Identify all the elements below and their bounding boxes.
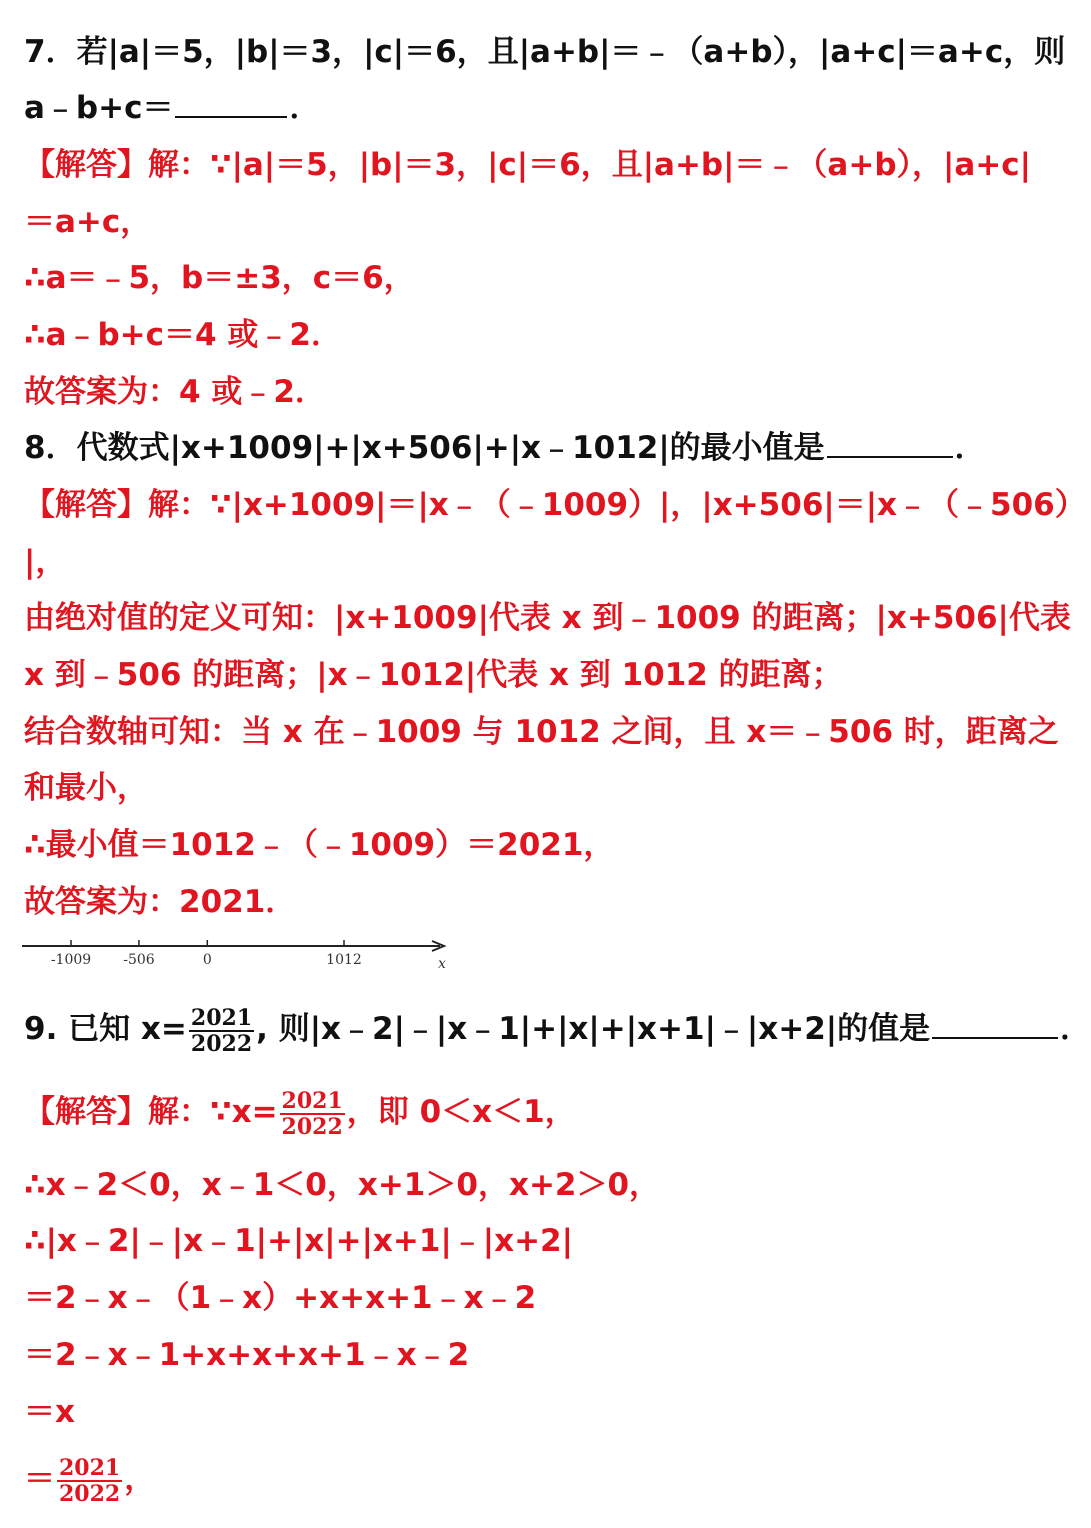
a9-final-fraction (57, 1456, 122, 1506)
a9-line7 (24, 1452, 1060, 1506)
number-line-axis-label: x (438, 956, 446, 972)
a7-line4: ∴a﹣b+c＝4 或﹣2． (24, 317, 342, 353)
q9-end: ． (1060, 1011, 1091, 1047)
q7-line2 (24, 88, 1060, 128)
number-line-diagram (20, 934, 460, 974)
a9-line7-prefix: ＝ (24, 1461, 55, 1497)
q9-line1 (24, 1002, 1091, 1057)
a9-final-den: 2022 (59, 1480, 121, 1507)
a8-line6: 和最小， (24, 770, 148, 806)
a9-line1-prefix: 解：∵x= (148, 1094, 278, 1130)
a9-frac-den: 2022 (281, 1113, 343, 1140)
a8-line2: |， (24, 544, 67, 580)
a9-fraction (280, 1089, 345, 1139)
a8-line1 (24, 485, 1086, 525)
a9-line4: ＝2﹣x﹣（1﹣x）+x+x+1﹣x﹣2 (24, 1280, 537, 1316)
a8-line5: 结合数轴可知：当 x 在﹣1009 与 1012 之间，且 x＝﹣506 时，距离之 (24, 714, 1059, 750)
answer-blank-q7 (175, 90, 287, 118)
number-line-tick-label: -506 (123, 952, 155, 968)
q9-fraction (189, 1006, 254, 1056)
a9-line5: ＝2﹣x﹣1+x+x+x+1﹣x﹣2 (24, 1337, 470, 1373)
a7-line1 (24, 145, 1060, 185)
a9-frac-num: 2021 (281, 1087, 343, 1114)
q9-frac-num: 2021 (190, 1004, 253, 1031)
a9-line1 (24, 1085, 1060, 1139)
number-line-tick-label: 0 (202, 952, 212, 968)
q8-end: ． (954, 430, 986, 466)
answer-blank-q9 (932, 1011, 1058, 1039)
a9-line7-suffix: ， (124, 1461, 156, 1497)
q7-line2-text: a﹣b+c＝ (24, 90, 174, 126)
a9-line2: ∴x﹣2＜0，x﹣1＜0，x+1＞0，x+2＞0， (24, 1167, 661, 1203)
q8-line1 (24, 428, 1060, 468)
q9-frac-den: 2022 (190, 1030, 253, 1057)
number-line-tick-label: -1009 (50, 952, 92, 968)
number-line-tick-label: 1012 (326, 952, 362, 968)
a8-line8: 故答案为：2021． (24, 884, 297, 920)
answer-tag: 【解答】 (24, 487, 148, 523)
a7-line3: ∴a＝﹣5，b＝±3，c＝6， (24, 260, 415, 296)
q9-prefix: 9. 已知 x= (24, 1011, 187, 1047)
a7-line5: 故答案为：4 或﹣2． (24, 374, 326, 410)
a8-line1-text: 解：∵|x+1009|＝|x﹣（﹣1009）|，|x+506|＝|x﹣（﹣506） (148, 487, 1086, 523)
answer-tag: 【解答】 (24, 1094, 148, 1130)
a9-line6: ＝x (24, 1394, 75, 1430)
a7-line1-text: 解：∵|a|＝5，|b|＝3，|c|＝6，且|a+b|＝﹣（a+b），|a+c| (148, 147, 1031, 183)
a9-line3: ∴|x﹣2|﹣|x﹣1|+|x|+|x+1|﹣|x+2| (24, 1223, 573, 1259)
a8-line3: 由绝对值的定义可知：|x+1009|代表 x 到﹣1009 的距离；|x+506|代表 (24, 600, 1071, 636)
a8-line7: ∴最小值＝1012﹣（﹣1009）＝2021， (24, 827, 615, 863)
q8-text: 8．代数式|x+1009|+|x+506|+|x﹣1012|的最小值是 (24, 430, 825, 466)
answer-blank-q8 (827, 430, 953, 458)
q7-line2-end: ． (289, 90, 321, 126)
a8-line4: x 到﹣506 的距离；|x﹣1012|代表 x 到 1012 的距离； (24, 657, 843, 693)
a9-final-num: 2021 (59, 1454, 121, 1481)
a7-line2: ＝a+c， (24, 204, 152, 240)
q7-line1: 7．若|a|＝5，|b|＝3，|c|＝6，且|a+b|＝﹣（a+b），|a+c|＝a+c，则 (24, 34, 1066, 70)
answer-tag: 【解答】 (24, 147, 148, 183)
q9-middle: , 则|x﹣2|﹣|x﹣1|+|x|+|x+1|﹣|x+2|的值是 (256, 1011, 931, 1047)
a9-line1-suffix: ，即 0＜x＜1， (346, 1094, 576, 1130)
